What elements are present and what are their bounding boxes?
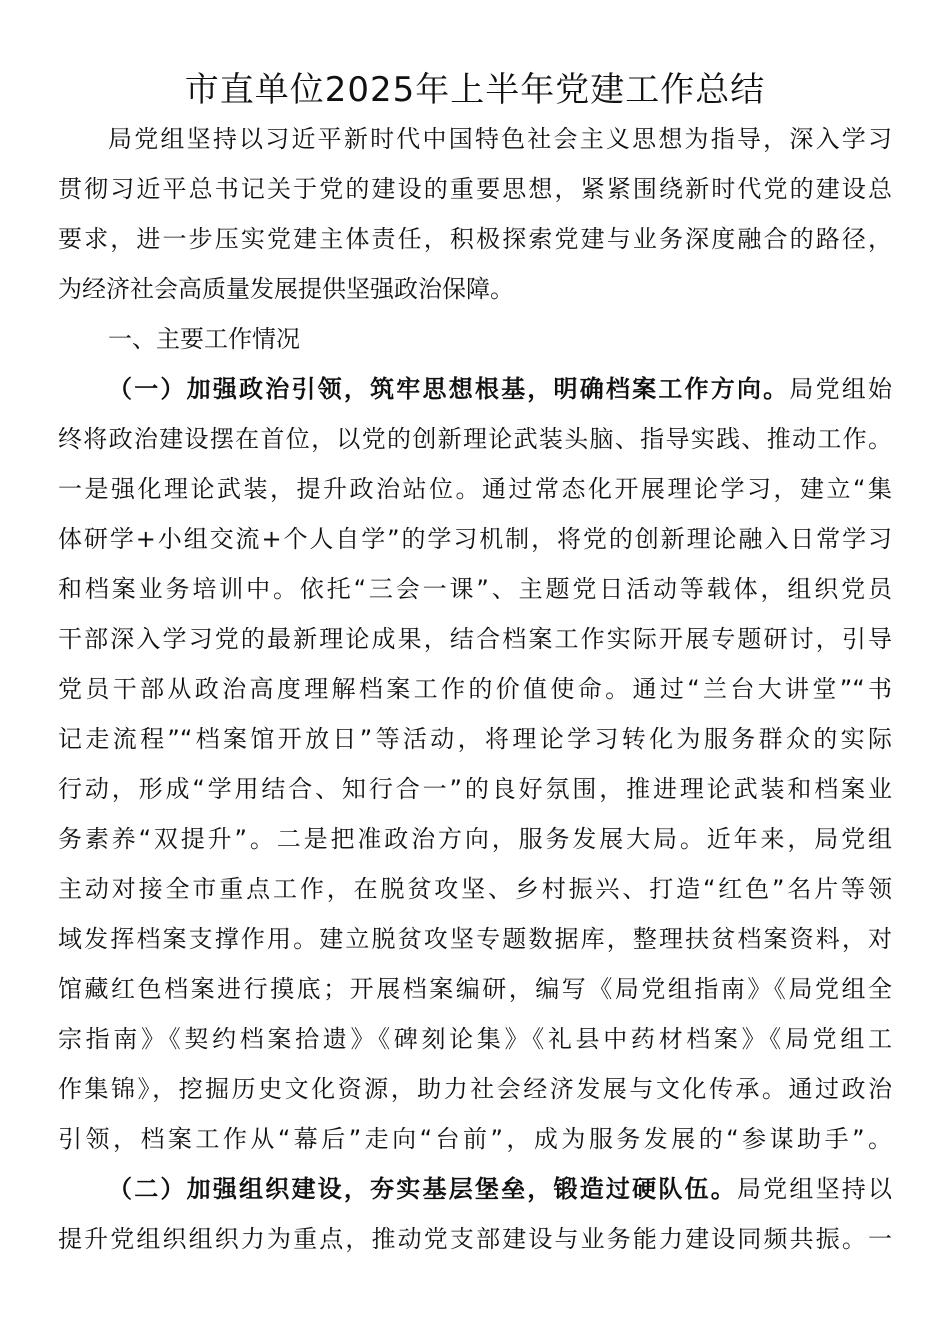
sub1-line-13: 宗指南》《契约档案拾遗》《碑刻论集》《礼县中药材档案》《局党组工 [58, 1025, 892, 1053]
intro-line-4: 为经济社会高质量发展提供坚强政治保障。 [58, 275, 514, 303]
sub1-line-14: 作集锦》，挖掘历史文化资源，助力社会经济发展与文化传承。通过政治 [58, 1075, 892, 1103]
subsection-2-lead: 局党组坚持以 [736, 1175, 893, 1203]
sub1-line-4: 和档案业务培训中。依托“三会一课”、主题党日活动等载体，组织党员 [58, 575, 892, 603]
sub1-line-11: 域发挥档案支撑作用。建立脱贫攻坚专题数据库，整理扶贫档案资料，对 [58, 925, 892, 953]
subsection-2-first-line [108, 1172, 892, 1206]
document-title: 市直单位2025年上半年党建工作总结 [184, 70, 766, 110]
intro-line-1: 局党组坚持以习近平新时代中国特色社会主义思想为指导，深入学习 [108, 125, 892, 153]
subsection-1-heading: （一）加强政治引领，筑牢思想根基，明确档案工作方向。 [108, 375, 790, 403]
sub1-line-5: 干部深入学习党的最新理论成果，结合档案工作实际开展专题研讨，引导 [58, 625, 892, 653]
subsection-2-heading: （二）加强组织建设，夯实基层堡垒，锻造过硬队伍。 [108, 1175, 737, 1203]
sub1-line-7: 记走流程”“档案馆开放日”等活动，将理论学习转化为服务群众的实际 [58, 725, 892, 753]
sub1-line-10: 主动对接全市重点工作，在脱贫攻坚、乡村振兴、打造“红色”名片等领 [58, 875, 892, 903]
sub1-line-3: 体研学+小组交流+个人自学”的学习机制，将党的创新理论融入日常学习 [58, 525, 892, 553]
sub2-line-1: 提升党组织组织力为重点，推动党支部建设与业务能力建设同频共振。一 [58, 1225, 892, 1253]
sub1-line-12: 馆藏红色档案进行摸底；开展档案编研，编写《局党组指南》《局党组全 [58, 975, 892, 1003]
subsection-1-lead: 局党组始 [789, 375, 893, 403]
intro-line-2: 贯彻习近平总书记关于党的建设的重要思想，紧紧围绕新时代党的建设总 [58, 175, 892, 203]
sub1-line-6: 党员干部从政治高度理解档案工作的价值使命。通过“兰台大讲堂”“书 [58, 675, 892, 703]
sub1-line-1: 终将政治建设摆在首位，以党的创新理论武装头脑、指导实践、推动工作。 [58, 425, 892, 453]
section-heading-main-work: 一、主要工作情况 [108, 325, 300, 353]
sub1-line-2: 一是强化理论武装，提升政治站位。通过常态化开展理论学习，建立“集 [58, 475, 892, 503]
sub1-line-9: 务素养“双提升”。二是把准政治方向，服务发展大局。近年来，局党组 [58, 825, 892, 853]
subsection-1-first-line [108, 372, 892, 406]
intro-line-3: 要求，进一步压实党建主体责任，积极探索党建与业务深度融合的路径， [58, 225, 892, 253]
sub1-line-8: 行动，形成“学用结合、知行合一”的良好氛围，推进理论武装和档案业 [58, 775, 892, 803]
sub1-line-15: 引领，档案工作从“幕后”走向“台前”，成为服务发展的“参谋助手”。 [58, 1125, 892, 1153]
